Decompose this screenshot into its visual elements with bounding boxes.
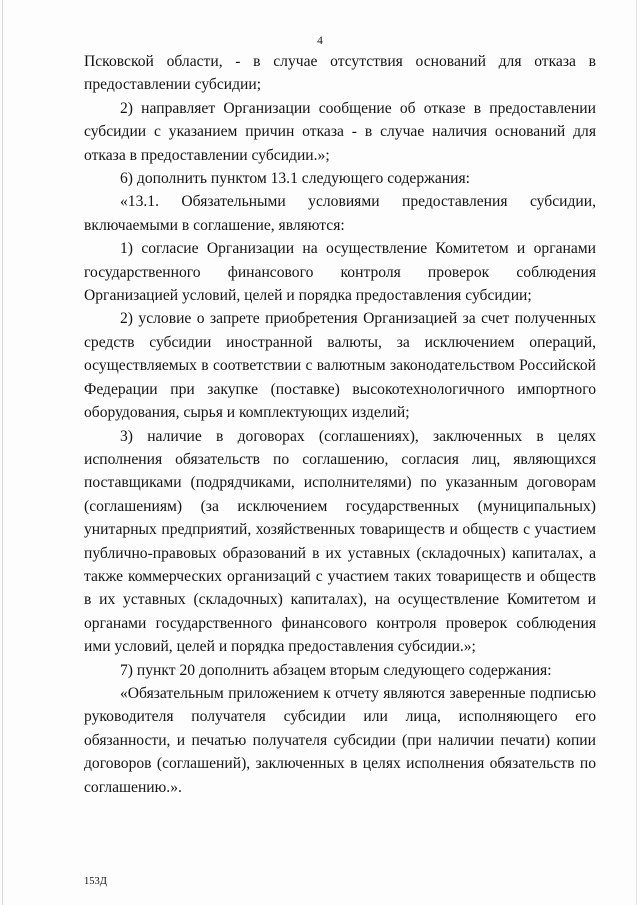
paragraph-condition-1: 1) согласие Организации на осуществление Комитетом и органами государственного финансового контроля проверок соблюдения Организацией условий, целей и порядка предоставления субсидии; <box>84 240 596 305</box>
scan-edge-right <box>636 0 637 905</box>
paragraph-item-6-amendment: 6) дополнить пунктом 13.1 следующего содержания: <box>120 170 471 188</box>
document-code: 153Д <box>84 876 107 887</box>
document-body <box>84 50 596 799</box>
scan-edge-left <box>2 0 3 905</box>
paragraph-continuation: Псковской области, - в случае отсутствия оснований для отказа в предоставлении субсидии; <box>84 53 596 94</box>
paragraph-condition-2: 2) условие о запрете приобретения Организацией за счет полученных средств субсидии иностранной валюты, за исключением операций, осуществляемых в соответствии с валютным законодательством Российской Федерации при закупке (поставке) высокотехнологичного импортного оборудования, сырья и комплектующих изделий; <box>84 310 596 422</box>
paragraph-report-attachment: «Обязательным приложением к отчету являются заверенные подписью руководителя получателя субсидии или лица, исполняющего его обязанности, и печатью получателя субсидии (при наличии печати) копии договоров (соглашений), заключенных в целях исполнения обязательств по соглашению.». <box>84 684 596 796</box>
page-number: 4 <box>317 35 323 47</box>
paragraph-item-7-amendment: 7) пункт 20 дополнить абзацем вторым следующего содержания: <box>120 661 552 679</box>
paragraph-condition-3: 3) наличие в договорах (соглашениях), заключенных в целях исполнения обязательств по соглашению, согласия лиц, являющихся поставщиками (подрядчиками, исполнителями) по указанным договорам (соглашениям) (за исключением государственных (муниципальных) унитарных предприятий, хозяйственных товариществ и обществ с участием публично-правовых образований в их уставных (складочных) капиталах, а также коммерческих организаций с участием таких товариществ и обществ в их уставных (складочных) капиталах), на осуществление Комитетом и органами государственного финансового контроля проверок соблюдения ими условий, целей и порядка предоставления субсидии.»; <box>84 427 596 656</box>
paragraph-item-2-refusal: 2) направляет Организации сообщение об отказе в предоставлении субсидии с указанием причин отказа - в случае наличия оснований для отказа в предоставлении субсидии.»; <box>84 99 596 164</box>
paragraph-clause-13-1: «13.1. Обязательными условиями предоставления субсидии, включаемыми в соглашение, являются: <box>84 193 596 234</box>
